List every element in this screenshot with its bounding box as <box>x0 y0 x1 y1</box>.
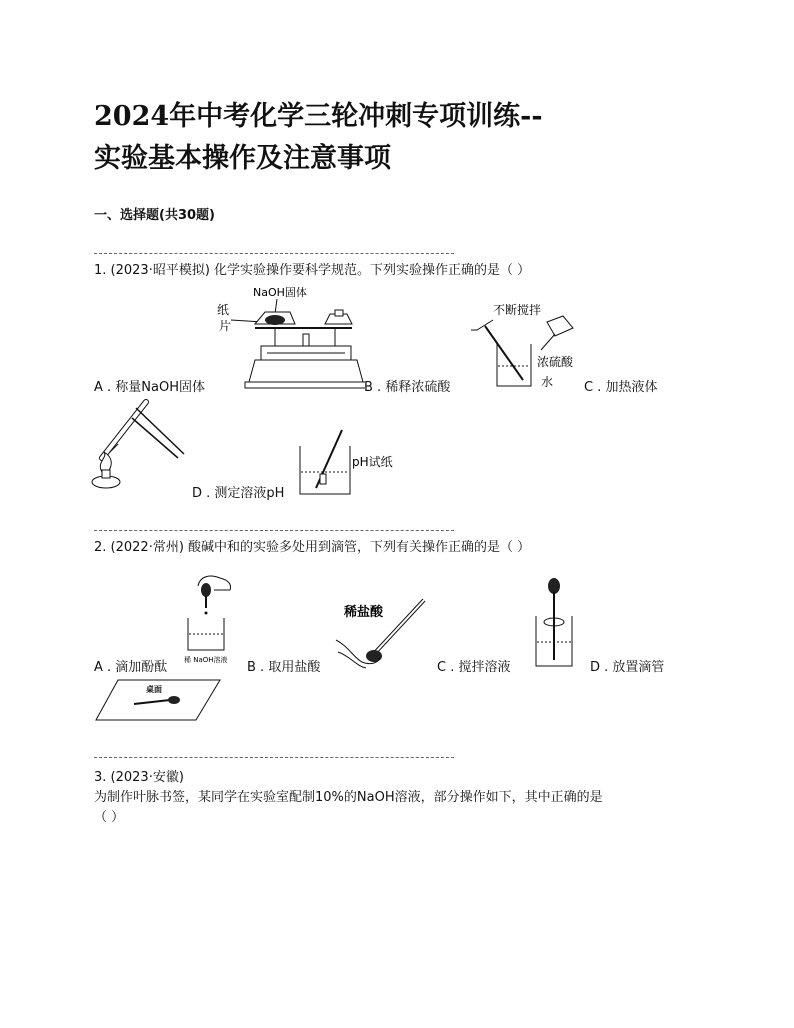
q2-option-d[interactable]: D . 放置滴管 <box>590 660 665 675</box>
paper-label-2: 片 <box>219 319 232 333</box>
stir-label: 不断搅拌 <box>493 303 542 317</box>
q2-option-a[interactable]: A . 滴加酚酞 <box>94 660 168 675</box>
heating-figure <box>88 396 192 496</box>
dilution-figure <box>463 300 585 392</box>
water-label: 水 <box>541 375 554 389</box>
hcl-label: 稀盐酸 <box>344 605 384 620</box>
question-3-stem: 为制作叶脉书签，某同学在实验室配制10%的NaOH溶液，部分操作如下，其中正确的是 <box>94 790 603 805</box>
section-heading: 一、选择题(共30题) <box>94 208 215 223</box>
q2-option-c[interactable]: C . 搅拌溶液 <box>437 660 511 675</box>
page-title <box>94 96 543 180</box>
naoh-label: NaOH固体 <box>253 286 307 299</box>
divider <box>94 253 454 254</box>
q1-option-c[interactable]: C . 加热液体 <box>584 380 658 395</box>
title-line-2: 实验基本操作及注意事项 <box>94 143 391 174</box>
paper-label-1: 纸 <box>217 303 230 317</box>
title-line-1: 2024年中考化学三轮冲刺专项训练-- <box>94 101 543 132</box>
desk-label: 桌面 <box>146 685 162 694</box>
take-acid-figure <box>332 596 430 674</box>
q1-option-b[interactable]: B . 稀释浓硫酸 <box>364 380 451 395</box>
question-3-source: 3. (2023·安徽) <box>94 770 184 785</box>
ph-paper-label: pH试纸 <box>352 455 393 469</box>
q1-option-a[interactable]: A . 称量NaOH固体 <box>94 380 205 395</box>
balance-figure <box>215 284 365 392</box>
naoh-solution-label: 稀 NaOH溶液 <box>184 656 228 664</box>
stir-figure <box>530 576 578 670</box>
divider <box>94 757 454 758</box>
desk-figure <box>94 678 222 726</box>
question-3-bracket: （ ） <box>94 810 125 825</box>
question-1-stem: 1. (2023·昭平模拟) 化学实验操作要科学规范。下列实验操作正确的是（ ） <box>94 263 531 278</box>
q2-option-b[interactable]: B . 取用盐酸 <box>247 660 321 675</box>
question-2-stem: 2. (2022·常州) 酸碱中和的实验多处用到滴管，下列有关操作正确的是（ ） <box>94 540 531 555</box>
q1-option-d[interactable]: D . 测定溶液pH <box>192 486 285 501</box>
ph-figure <box>294 428 406 498</box>
acid-label: 浓硫酸 <box>537 355 574 369</box>
divider <box>94 530 454 531</box>
dropper-figure <box>180 566 242 666</box>
